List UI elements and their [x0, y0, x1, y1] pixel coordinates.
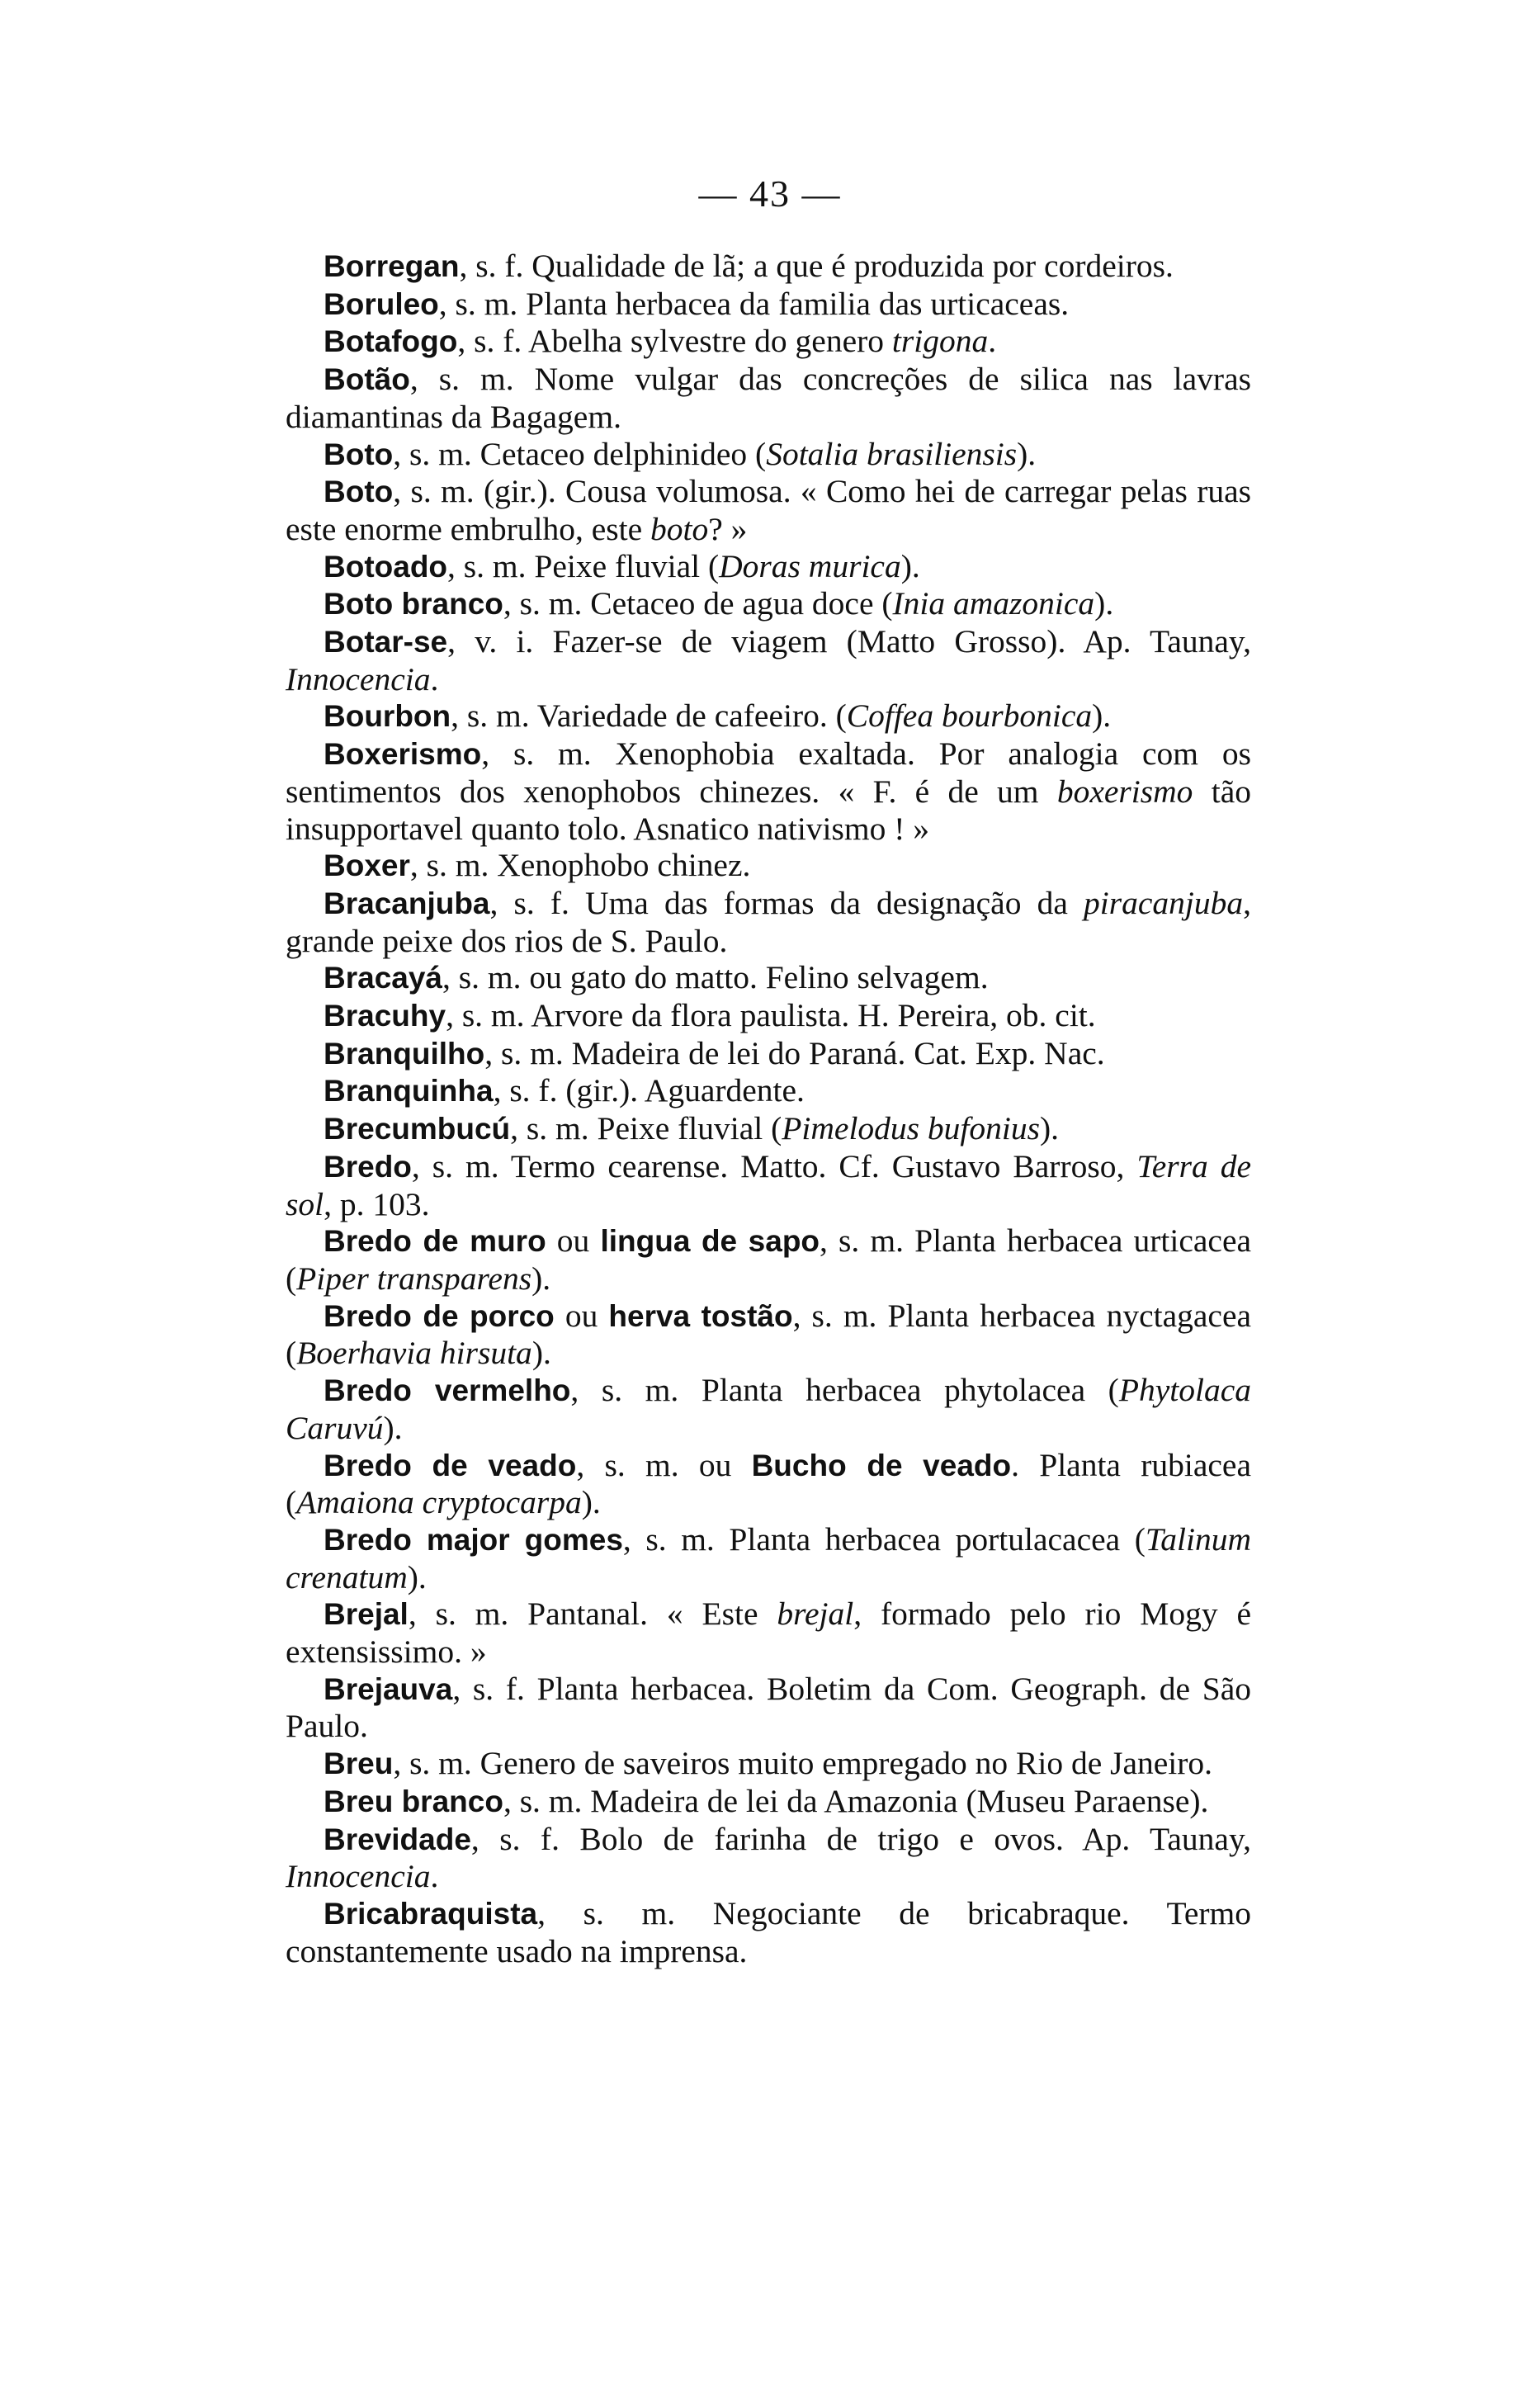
definition-cont: , s. m. Planta herbacea nyctagacea (: [286, 1297, 1252, 1372]
definition-italic: Inia amazonica: [892, 585, 1095, 622]
definition: , s. m. Madeira de lei da Amazonia (Museu Paraense).: [503, 1782, 1209, 1819]
entry-bredo-vermelho: [286, 1372, 1251, 1446]
definition-italic: Phytolaca Caruvú: [286, 1372, 1251, 1446]
entry-bredo-de-veado: [286, 1447, 1251, 1521]
definition-end: ).: [1039, 1110, 1060, 1147]
headword: Bredo major gomes: [324, 1522, 623, 1557]
definition-italic: Pimelodus bufonius: [782, 1110, 1040, 1147]
definition-italic: boxerismo: [1056, 773, 1193, 810]
definition: , s. m. ou gato do matto. Felino selvagem.: [442, 959, 989, 996]
definition-italic: Terra de sol: [286, 1147, 1251, 1222]
entry-boto-gir: [286, 473, 1251, 547]
definition-end: .: [430, 660, 439, 697]
definition-italic: Innocencia: [286, 660, 431, 697]
headword: Bracayá: [324, 961, 443, 995]
definition-cont: . Planta rubiacea (: [286, 1446, 1251, 1521]
definition: , s. m. Variedade de cafeeiro. (: [451, 697, 847, 735]
definition-italic: Coffea bourbonica: [846, 697, 1093, 735]
headword: Boxerismo: [324, 737, 482, 772]
definition-italic: piracanjuba: [1084, 884, 1244, 921]
definition: , s. m. Xenophobia exaltada. Por analogia com os sentimentos dos xenophobos chinezes. « F. é de um: [286, 735, 1251, 810]
definition-italic: brejal: [777, 1595, 854, 1633]
headword: Breu branco: [324, 1784, 503, 1818]
headword: Bracuhy: [324, 999, 446, 1033]
entry-botafogo: [286, 323, 1251, 361]
definition-end: ).: [900, 547, 920, 584]
entry-boruleo: [286, 286, 1251, 324]
entry-bricabraquista: [286, 1895, 1251, 1969]
headword: Brecumbucú: [324, 1112, 511, 1146]
headword: Bourbon: [324, 699, 451, 734]
definition: , s. f. Uma das formas da designação da: [489, 884, 1084, 921]
definition: , s. m. Peixe fluvial (: [510, 1110, 782, 1147]
entry-breu: [286, 1745, 1251, 1783]
entry-bredo-major-gomes: [286, 1521, 1251, 1595]
definition: , s. f. (gir.). Aguardente.: [493, 1072, 805, 1109]
definition: , s. m. Madeira de lei do Paraná. Cat. Exp. Nac.: [484, 1034, 1105, 1071]
definition-end: ).: [1094, 585, 1114, 622]
headword: Breu: [324, 1747, 394, 1781]
headword: Borregan: [324, 249, 460, 283]
entry-bredo: [286, 1148, 1251, 1222]
entry-boxerismo: [286, 735, 1251, 847]
entry-boto: [286, 436, 1251, 474]
entry-bredo-de-muro: [286, 1222, 1251, 1297]
definition-italic: Amaiona cryptocarpa: [296, 1484, 582, 1521]
definition-italic: Piper transparens: [296, 1260, 532, 1297]
definition: , s. f. Qualidade de lã; a que é produzida por cordeiros.: [459, 248, 1174, 284]
headword: Boruleo: [324, 286, 439, 321]
definition: , v. i. Fazer-se de viagem (Matto Grosso). Ap. Taunay,: [447, 623, 1251, 660]
entry-branquilho: [286, 1035, 1251, 1073]
definition-italic: Doras murica: [719, 547, 901, 584]
definition: ou: [546, 1222, 601, 1260]
headword: Bredo: [324, 1149, 412, 1184]
definition: , s. m. Xenophobo chinez.: [409, 847, 751, 884]
entry-brevidade: [286, 1821, 1251, 1895]
definition-italic: trigona: [891, 323, 989, 360]
definition: , s. m. Termo cearense. Matto. Cf. Gustavo Barroso,: [411, 1147, 1137, 1184]
headword: Bredo de porco: [324, 1298, 555, 1333]
entry-bracanjuba: [286, 885, 1251, 959]
definition-end: tão insupportavel quanto tolo. Asnatico nativismo ! »: [286, 773, 1251, 847]
definition-italic: Talinum crenatum: [286, 1520, 1251, 1595]
definition: , s. m. Planta herbacea da familia das urticaceas.: [438, 285, 1070, 322]
headword: Bricabraquista: [324, 1896, 538, 1931]
entry-boto-branco: [286, 585, 1251, 623]
definition: , s. m. ou: [576, 1446, 752, 1483]
definition: , s. m. Pantanal. « Este: [408, 1595, 777, 1633]
entry-breu-branco: [286, 1783, 1251, 1821]
definition: , s. m. Negociante de bricabraque. Termo constantemente usado na imprensa.: [286, 1894, 1251, 1969]
definition-end: ).: [1092, 697, 1112, 735]
definition: , s. m. Arvore da flora paulista. H. Pereira, ob. cit.: [446, 997, 1096, 1034]
definition-cont: , s. m. Planta herbacea urticacea (: [286, 1222, 1252, 1297]
definition-italic: Boerhavia hirsuta: [296, 1335, 532, 1372]
headword: Boto branco: [324, 587, 503, 622]
headword: Boxer: [324, 849, 410, 883]
entry-bracuhy: [286, 997, 1251, 1035]
definition-end: , grande peixe dos rios de S. Paulo.: [286, 884, 1251, 959]
definition: , s. m. Nome vulgar das concreções de silica nas lavras diamantinas da Bagagem.: [286, 361, 1251, 435]
definition: , s. m. (gir.). Cousa volumosa. « Como hei de carregar pelas ruas este enorme embrulho, este: [286, 473, 1251, 547]
definition-end: .: [430, 1858, 439, 1895]
entry-list: [286, 248, 1251, 1969]
headword: Bredo vermelho: [324, 1373, 571, 1408]
definition: , s. m. Peixe fluvial (: [447, 547, 720, 584]
definition: , s. m. Planta herbacea portulacacea (: [622, 1520, 1146, 1558]
entry-branquinha: [286, 1072, 1251, 1110]
definition-italic: boto: [650, 510, 709, 547]
definition-end: ).: [531, 1335, 551, 1372]
headword-alt: Bucho de veado: [751, 1448, 1012, 1482]
headword-alt: herva tostão: [608, 1298, 793, 1333]
entry-borregan: [286, 248, 1251, 286]
definition-end: , p. 103.: [324, 1185, 430, 1222]
entry-botao: [286, 361, 1251, 435]
entry-brejal: [286, 1595, 1251, 1670]
headword: Botafogo: [324, 324, 458, 359]
headword: Branquilho: [324, 1036, 485, 1071]
definition-end: ).: [531, 1260, 551, 1297]
definition-end: ).: [383, 1409, 403, 1446]
definition-end: ).: [1017, 435, 1037, 472]
entry-botar-se: [286, 623, 1251, 697]
headword: Boto: [324, 437, 394, 471]
headword: Bredo de muro: [324, 1224, 546, 1259]
headword: Boto: [324, 475, 394, 509]
definition-italic: Innocencia: [286, 1858, 431, 1895]
definition: , s. m. Cetaceo de agua doce (: [503, 585, 893, 622]
entry-bredo-de-porco: [286, 1298, 1251, 1372]
entry-brejauva: [286, 1671, 1251, 1745]
headword: Botoado: [324, 549, 448, 584]
definition: , s. m. Genero de saveiros muito empregado no Rio de Janeiro.: [393, 1745, 1213, 1782]
definition: , s. m. Planta herbacea phytolacea (: [570, 1372, 1119, 1409]
headword: Botão: [324, 362, 410, 397]
definition-end: .: [988, 323, 997, 360]
page-number: — 43 —: [698, 173, 842, 215]
definition: , s. f. Abelha sylvestre do genero: [457, 323, 892, 360]
definition-italic: Sotalia brasiliensis: [766, 435, 1018, 472]
definition: , s. f. Planta herbacea. Boletim da Com. Geograph. de São Paulo.: [286, 1670, 1251, 1745]
definition: , s. m. Cetaceo delphinideo (: [393, 435, 767, 472]
headword: Botar-se: [324, 625, 448, 659]
headword: Brevidade: [324, 1822, 471, 1856]
headword: Brejauva: [324, 1671, 453, 1706]
headword-alt: lingua de sapo: [600, 1224, 820, 1259]
entry-boxer: [286, 847, 1251, 885]
definition-end: ? »: [708, 510, 748, 547]
headword: Brejal: [324, 1597, 409, 1632]
entry-botoado: [286, 548, 1251, 586]
definition-end: ).: [581, 1484, 601, 1521]
entry-bourbon: [286, 697, 1251, 735]
headword: Bracanjuba: [324, 886, 490, 920]
definition: , s. f. Bolo de farinha de trigo e ovos. Ap. Taunay,: [470, 1820, 1251, 1857]
headword: Branquinha: [324, 1074, 494, 1109]
definition-end: ).: [407, 1558, 427, 1595]
definition: ou: [554, 1297, 609, 1334]
definition-end: , formado pelo rio Mogy é extensissimo. »: [286, 1595, 1251, 1671]
entry-bracaya: [286, 959, 1251, 997]
entry-brecumbucu: [286, 1110, 1251, 1148]
headword: Bredo de veado: [324, 1448, 577, 1482]
